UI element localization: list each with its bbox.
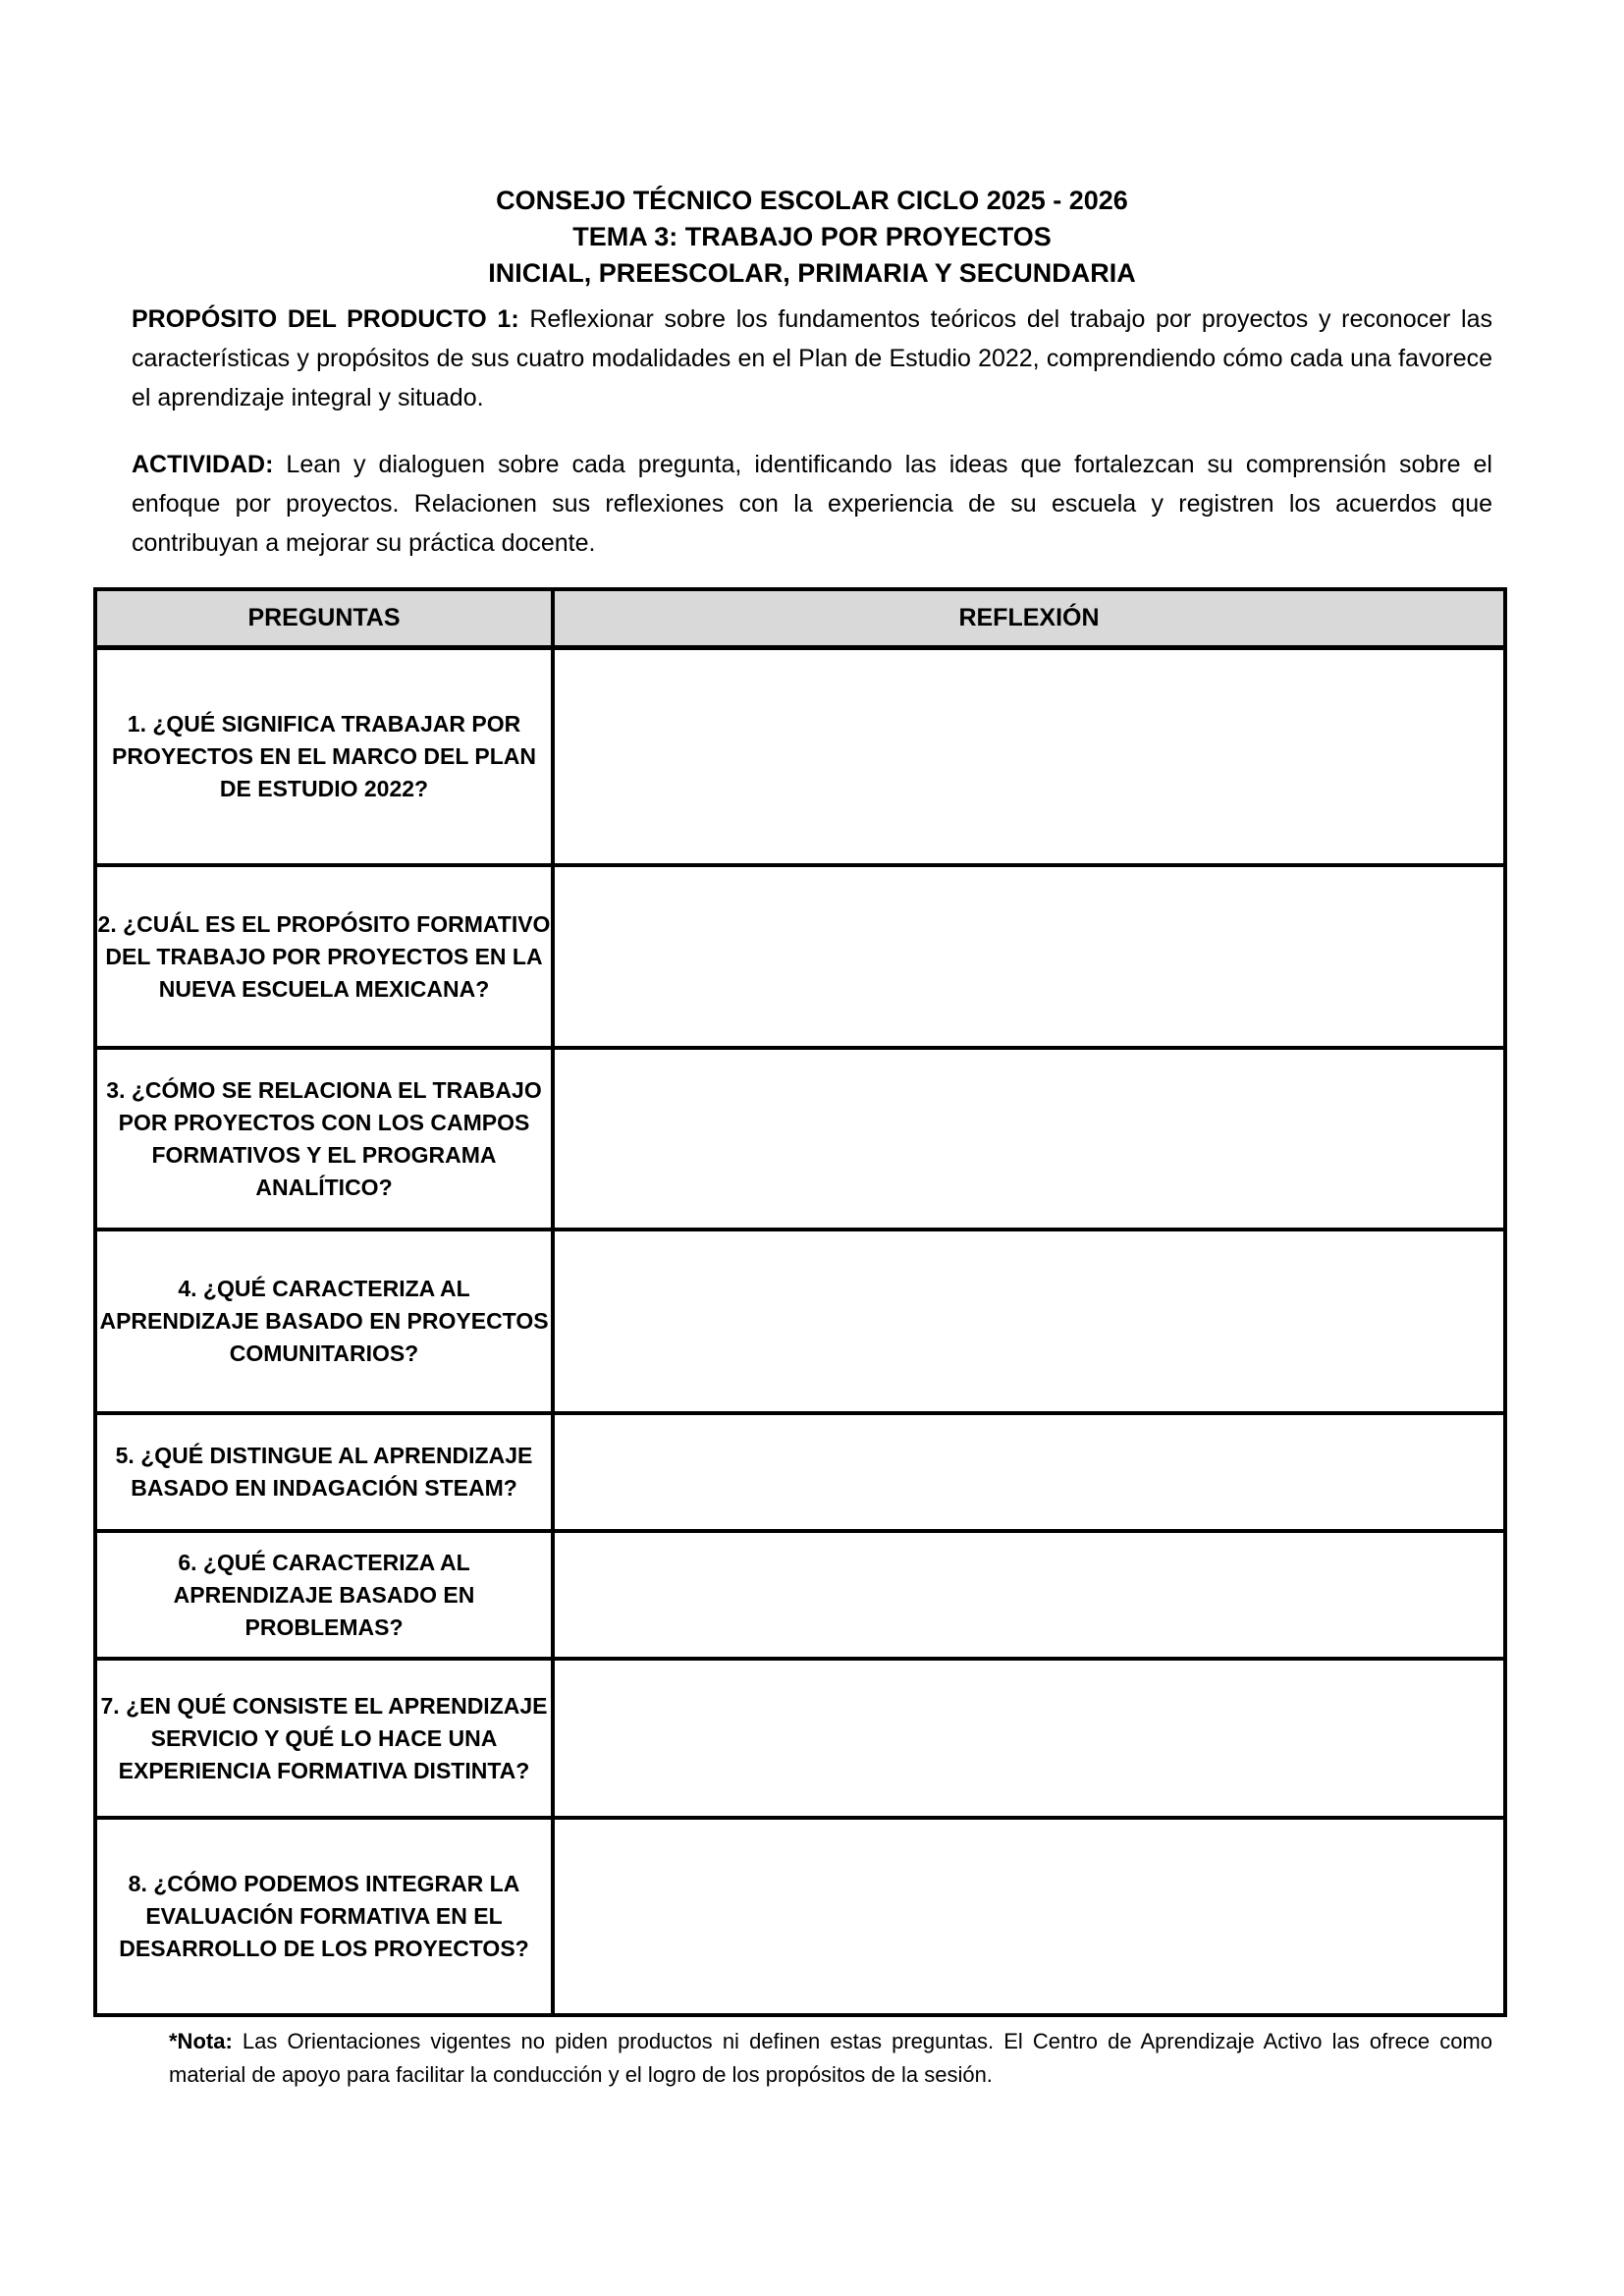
reflection-cell-4[interactable] xyxy=(553,1230,1505,1413)
proposito-paragraph xyxy=(132,300,1492,417)
actividad-text: Lean y dialoguen sobre cada pregunta, identificando las ideas que fortalezcan su comprensión sobre el enfoque por proyectos. Relacionen sus reflexiones con la experiencia de su escuela y registren los acuerdos que contribuyan a mejorar su práctica docente. xyxy=(132,451,1492,557)
title-line-niveles: INICIAL, PREESCOLAR, PRIMARIA Y SECUNDARIA xyxy=(488,258,1136,288)
actividad-paragraph xyxy=(132,445,1492,563)
preguntas-reflexion-table xyxy=(93,587,1507,2017)
title-line-ciclo: CONSEJO TÉCNICO ESCOLAR CICLO 2025 - 2026 xyxy=(496,186,1128,215)
document-title-block xyxy=(0,183,1624,292)
question-cell-3: 3. ¿CÓMO SE RELACIONA EL TRABAJO POR PROYECTOS CON LOS CAMPOS FORMATIVOS Y EL PROGRAMA ANALÍTICO? xyxy=(95,1048,553,1230)
table-row xyxy=(95,1531,1505,1659)
table-row xyxy=(95,1818,1505,2015)
reflection-cell-7[interactable] xyxy=(553,1659,1505,1818)
table-row xyxy=(95,1413,1505,1531)
title-line-tema: TEMA 3: TRABAJO POR PROYECTOS xyxy=(572,222,1052,251)
footnote-text: Las Orientaciones vigentes no piden productos ni definen estas preguntas. El Centro de Aprendizaje Activo las ofrece como material de apoyo para facilitar la conducción y el logro de los propósitos de la sesión. xyxy=(169,2029,1492,2087)
question-cell-4: 4. ¿QUÉ CARACTERIZA AL APRENDIZAJE BASADO EN PROYECTOS COMUNITARIOS? xyxy=(95,1230,553,1413)
reflection-cell-2[interactable] xyxy=(553,865,1505,1048)
table-row xyxy=(95,648,1505,866)
table-header-row xyxy=(95,589,1505,648)
reflection-cell-8[interactable] xyxy=(553,1818,1505,2015)
question-cell-2: 2. ¿CUÁL ES EL PROPÓSITO FORMATIVO DEL TRABAJO POR PROYECTOS EN LA NUEVA ESCUELA MEXICANA? xyxy=(95,865,553,1048)
column-header-reflexion: REFLEXIÓN xyxy=(553,589,1505,648)
question-cell-6: 6. ¿QUÉ CARACTERIZA AL APRENDIZAJE BASADO EN PROBLEMAS? xyxy=(95,1531,553,1659)
question-cell-8: 8. ¿CÓMO PODEMOS INTEGRAR LA EVALUACIÓN FORMATIVA EN EL DESARROLLO DE LOS PROYECTOS? xyxy=(95,1818,553,2015)
proposito-label: PROPÓSITO DEL PRODUCTO 1: xyxy=(132,305,519,333)
question-cell-5: 5. ¿QUÉ DISTINGUE AL APRENDIZAJE BASADO EN INDAGACIÓN STEAM? xyxy=(95,1413,553,1531)
column-header-preguntas: PREGUNTAS xyxy=(95,589,553,648)
question-cell-7: 7. ¿EN QUÉ CONSISTE EL APRENDIZAJE SERVICIO Y QUÉ LO HACE UNA EXPERIENCIA FORMATIVA DISTINTA? xyxy=(95,1659,553,1818)
reflection-cell-5[interactable] xyxy=(553,1413,1505,1531)
table-row xyxy=(95,1048,1505,1230)
question-cell-1: 1. ¿QUÉ SIGNIFICA TRABAJAR POR PROYECTOS EN EL MARCO DEL PLAN DE ESTUDIO 2022? xyxy=(95,648,553,866)
table-row xyxy=(95,1230,1505,1413)
actividad-label: ACTIVIDAD: xyxy=(132,451,274,478)
table-row xyxy=(95,1659,1505,1818)
reflection-cell-6[interactable] xyxy=(553,1531,1505,1659)
footnote xyxy=(169,2025,1492,2092)
proposito-text: Reflexionar sobre los fundamentos teóricos del trabajo por proyectos y reconocer las características y propósitos de sus cuatro modalidades en el Plan de Estudio 2022, comprendiendo cómo cada una favorece el aprendizaje integral y situado. xyxy=(132,305,1492,411)
table-row xyxy=(95,865,1505,1048)
footnote-label: *Nota: xyxy=(169,2029,233,2053)
reflection-cell-3[interactable] xyxy=(553,1048,1505,1230)
reflection-cell-1[interactable] xyxy=(553,648,1505,866)
